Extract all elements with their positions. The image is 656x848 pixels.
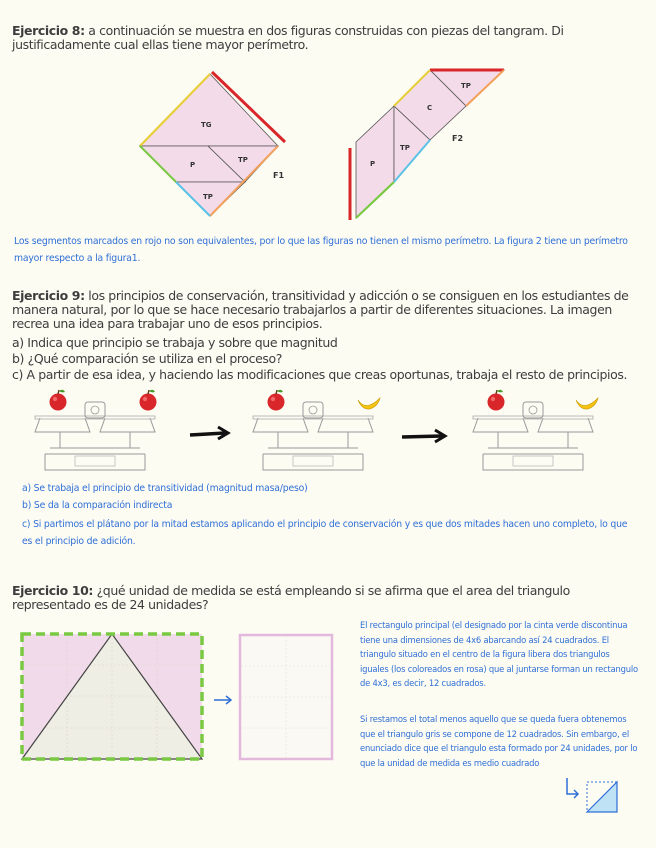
label-tp: TP xyxy=(400,144,410,152)
label-tp: TP xyxy=(461,82,471,90)
exercise-8-statement xyxy=(12,24,642,52)
exercise-9-label: Ejercicio 9: xyxy=(12,288,85,303)
label-tp: TP xyxy=(238,156,248,164)
label-c: C xyxy=(427,104,433,112)
exercise-8-answer: Los segmentos marcados en rojo no son equivalentes, por lo que las figuras no tienen el mismo perímetro. La figura 2 tiene un perímetro mayor respecto a la figura1. xyxy=(14,236,628,264)
tangram-figure-2 xyxy=(346,66,516,226)
exercise-9-answer-a: a) Se trabaja el principio de transitividad (magnitud masa/peso) xyxy=(22,483,308,494)
tangram-figure-1 xyxy=(130,66,300,226)
triangle-area-figure xyxy=(18,630,348,765)
exercise-8-text: a continuación se muestra en dos figuras construidas con piezas del tangram. Di justificadamente cual ellas tiene mayor perímetro. xyxy=(12,23,564,52)
exercise-10-text: ¿qué unidad de medida se está empleando si se afirma que el area del triangulo representado es de 24 unidades? xyxy=(12,583,570,612)
exercise-9-intro: los principios de conservación, transitividad y adicción o se consiguen en los estudiantes de manera natural, por lo que se hace necesario trabajarlos a partir de diferentes situaciones. La imagen recrea una idea para trabajar uno de esos principios. xyxy=(12,288,629,331)
half-square-unit-icon xyxy=(563,776,623,816)
exercise-9-question-a: a) Indica que principio se trabaja y sobre que magnitud xyxy=(12,335,338,350)
exercise-9-answer-c: c) Si partimos el plátano por la mitad estamos aplicando el principio de conservación y es que dos mitades hacen uno completo, lo que es el principio de adición. xyxy=(22,519,628,547)
figure-2-label: F2 xyxy=(452,134,464,143)
apple-icon xyxy=(50,390,67,411)
apple-icon xyxy=(268,390,285,411)
exercise-10-label: Ejercicio 10: xyxy=(12,583,93,598)
label-tg: TG xyxy=(201,121,212,129)
arrow-right-icon xyxy=(190,433,225,435)
label-tp: TP xyxy=(203,193,213,201)
exercise-10-answer-part1: El rectangulo principal (el designado por la cinta verde discontinua tiene una dimensiones de 4x6 abarcando así 24 cuadrados. El triangulo situado en el centro de la figura libera dos triangulos iguales (los coloreados en rosa) que al juntarse forman un rectangulo de 4x3, es decir, 12 cuadrados. xyxy=(360,620,638,688)
exercise-9-statement xyxy=(12,289,644,331)
exercise-9-question-b: b) ¿Qué comparación se utiliza en el proceso? xyxy=(12,351,282,366)
exercise-10-statement xyxy=(12,584,648,612)
banana-icon xyxy=(358,398,380,409)
exercise-10-answer-part2: Si restamos el total menos aquello que se queda fuera obtenemos que el triangulo gris se compone de 12 cuadrados. Sin embargo, el enunciado dice que el triangulo esta formado por 24 unidades, por lo que la unidad de medida es medio cuadrado xyxy=(360,714,638,768)
exercise-8-label: Ejercicio 8: xyxy=(12,23,85,38)
label-p: P xyxy=(190,161,196,169)
label-p: P xyxy=(370,160,376,168)
piece-tg xyxy=(140,74,278,146)
arrow-right-icon xyxy=(402,436,442,437)
exercise-9-answer-b: b) Se da la comparación indirecta xyxy=(22,500,173,511)
figure-1-label: F1 xyxy=(273,171,285,180)
banana-icon xyxy=(576,398,598,409)
balance-scales-illustration xyxy=(30,390,630,475)
apple-icon xyxy=(140,390,157,411)
apple-icon xyxy=(488,390,505,411)
exercise-9-question-c: c) A partir de esa idea, y haciendo las modificaciones que creas oportunas, trabaja el resto de principios. xyxy=(12,367,628,382)
